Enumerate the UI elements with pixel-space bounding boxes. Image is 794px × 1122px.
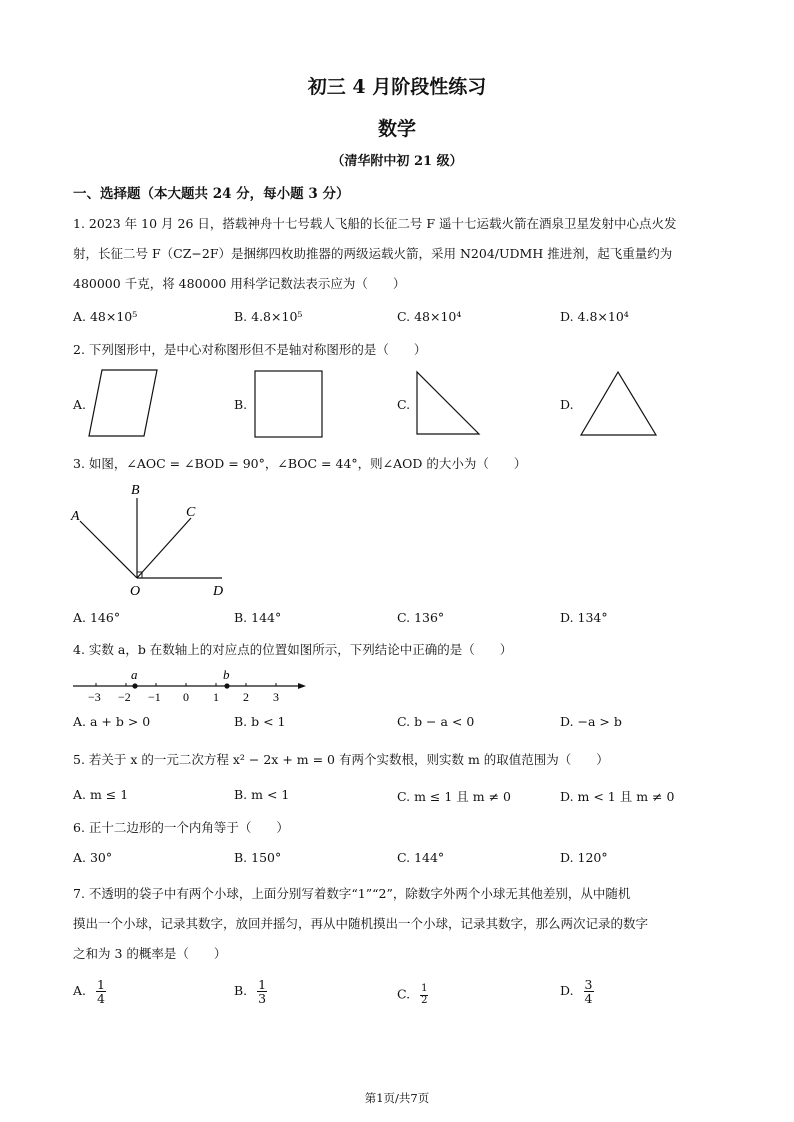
q7-line1: 7. 不透明的袋子中有两个小球，上面分别写着数字“1”“2”，除数字外两个小球无其他差别，从中随机 <box>73 886 631 901</box>
subject-title: 数学 <box>377 118 416 140</box>
q6-stem: 6. 正十二边形的一个内角等于（ ） <box>73 820 289 835</box>
q1-line3: 480000 千克，将 480000 用科学记数法表示应为（ ） <box>73 276 406 291</box>
tick-label: 2 <box>243 690 249 704</box>
point-label-a: A <box>71 509 80 524</box>
q7-option-d: D. $\frac{3}{4}$ <box>560 977 593 1007</box>
point-a-dot <box>132 683 137 688</box>
q1-option-b: B. 4.8×10⁵ <box>234 309 303 324</box>
q4-option-d: D. −a > b <box>560 714 622 729</box>
tick-label: −2 <box>118 690 131 704</box>
q6-option-a: A. 30° <box>73 850 113 865</box>
q1-option-c: C. 48×10⁴ <box>397 309 462 324</box>
q7-line2: 摸出一个小球，记录其数字，放回并摇匀，再从中随机摸出一个小球，记录其数字，那么两次记录的数字 <box>73 916 649 931</box>
tick-label: 1 <box>213 690 219 704</box>
q1-line2: 射，长征二号 F（CZ−2F）是捆绑四枚助推器的两级运载火箭，采用 N204/UDMH 推进剂，起飞重量约为 <box>73 246 673 261</box>
q5-option-c: C. m ≤ 1 且 m ≠ 0 <box>397 789 511 804</box>
q6-option-b: B. 150° <box>234 850 282 865</box>
page-title: 初三 4 月阶段性练习 <box>307 76 487 98</box>
q7-option-c: C. $\frac{1}{2}$ <box>397 983 428 1006</box>
tick-label: −3 <box>88 690 101 704</box>
q3-option-c: C. 136° <box>397 610 445 625</box>
point-label-c: C <box>186 505 196 520</box>
q7-option-b: B. $\frac{1}{3}$ <box>234 977 267 1007</box>
q5-option-d: D. m < 1 且 m ≠ 0 <box>560 789 675 804</box>
q1-line1: 1. 2023 年 10 月 26 日，搭载神舟十七号载人飞船的长征二号 F 遥十七运载火箭在酒泉卫星发射中心点火发 <box>73 216 677 231</box>
q3-option-b: B. 144° <box>234 610 282 625</box>
section-heading: 一、选择题（本大题共 24 分，每小题 3 分） <box>73 186 350 202</box>
q4-option-c: C. b − a < 0 <box>397 714 475 729</box>
tick-label: −1 <box>148 690 161 704</box>
q5-option-a: A. m ≤ 1 <box>73 787 129 802</box>
q4-option-b: B. b < 1 <box>234 714 286 729</box>
point-b-label: b <box>223 667 230 682</box>
q1-option-a: A. 48×10⁵ <box>73 309 138 324</box>
q3-option-d: D. 134° <box>560 610 608 625</box>
tick-label: 3 <box>273 690 279 704</box>
tick-label: 0 <box>183 690 189 704</box>
point-b-dot <box>224 683 229 688</box>
q1-option-d: D. 4.8×10⁴ <box>560 309 629 324</box>
point-label-b: B <box>131 483 140 498</box>
page-footer: 第1页/共7页 <box>364 1091 430 1105</box>
q4-stem: 4. 实数 a，b 在数轴上的对应点的位置如图所示，下列结论中正确的是（ ） <box>73 642 513 657</box>
q7-option-a: A. $\frac{1}{4}$ <box>73 977 105 1007</box>
q3-option-a: A. 146° <box>73 610 121 625</box>
q2-label-c: C. <box>397 397 411 412</box>
q2-label-a: A. <box>73 397 87 412</box>
q6-option-c: C. 144° <box>397 850 445 865</box>
q5-stem: 5. 若关于 x 的一元二次方程 x² − 2x + m = 0 有两个实数根，则实数 m 的取值范围为（ ） <box>73 752 609 767</box>
point-a-label: a <box>131 667 138 682</box>
q2-label-d: D. <box>560 397 574 412</box>
point-label-d: D <box>213 584 224 599</box>
q6-option-d: D. 120° <box>560 850 608 865</box>
q3-stem: 3. 如图，∠AOC = ∠BOD = 90°，∠BOC = 44°，则∠AOD 的大小为（ ） <box>73 456 527 471</box>
axis-arrow <box>298 683 306 689</box>
point-label-o: O <box>130 584 141 599</box>
q2-stem: 2. 下列图形中，是中心对称图形但不是轴对称图形的是（ ） <box>73 342 427 357</box>
q5-option-b: B. m < 1 <box>234 787 290 802</box>
q4-option-a: A. a + b > 0 <box>73 714 151 729</box>
q7-line3: 之和为 3 的概率是（ ） <box>73 946 227 961</box>
school-subtitle: （清华附中初 21 级） <box>331 154 463 169</box>
q2-label-b: B. <box>234 397 248 412</box>
